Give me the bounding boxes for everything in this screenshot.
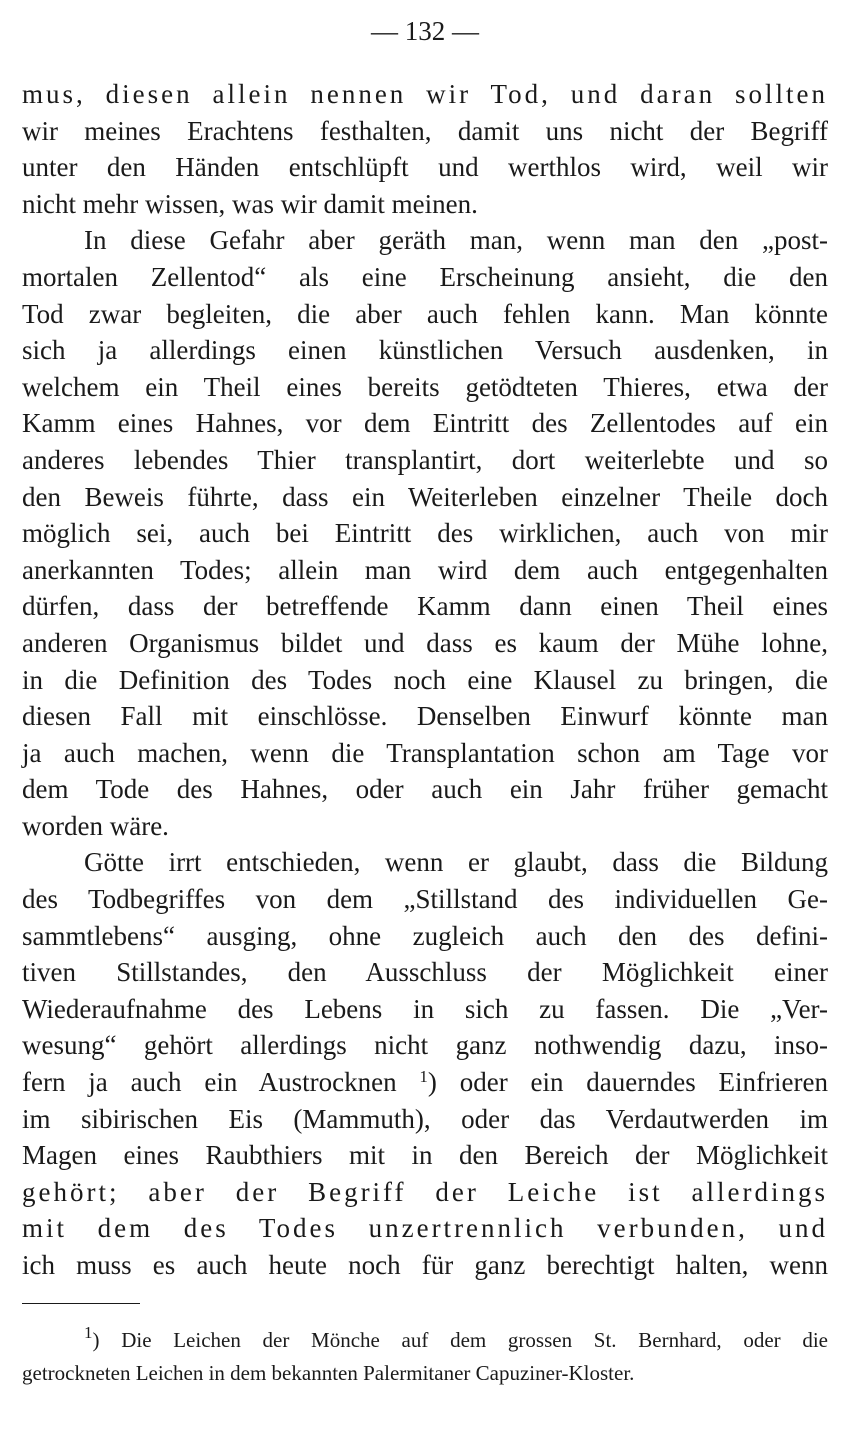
text-line: mortalen Zellentod“ als eine Erscheinung ansieht, die den bbox=[22, 261, 828, 292]
footnotes bbox=[22, 1324, 828, 1390]
text-line: mus, diesen allein nennen wir Tod, und daran sollten bbox=[22, 79, 828, 109]
footnote-mark: 1 bbox=[84, 1323, 93, 1342]
body-text bbox=[22, 76, 828, 1284]
text-line: ich muss es auch heute noch für ganz berechtigt halten, wenn bbox=[22, 1250, 828, 1280]
text-line: unter den Händen entschlüpft und werthlos wird, weil wir bbox=[22, 152, 828, 183]
text-line: dürfen, dass der betreffende Kamm dann einen Theil eines bbox=[22, 591, 828, 622]
text-line: Magen eines Raubthiers mit in den Bereich der Möglichkeit bbox=[22, 1140, 828, 1171]
text-line: in die Definition des Todes noch eine Klausel zu bringen, die bbox=[22, 664, 828, 695]
text-line: Wiederaufnahme des Lebens in sich zu fassen. Die „Ver- bbox=[22, 993, 828, 1024]
text-line: worden wäre. bbox=[22, 810, 169, 841]
footnote-text: ) Die Leichen der Mönche auf dem grossen St. Bernhard, oder die bbox=[92, 1328, 828, 1352]
text-line: Kamm eines Hahnes, vor dem Eintritt des Zellentodes auf ein bbox=[22, 408, 828, 439]
text-line: anderen Organismus bildet und dass es kaum der Mühe lohne, bbox=[22, 627, 828, 658]
text-line: sich ja allerdings einen künstlichen Versuch ausdenken, in bbox=[22, 335, 828, 366]
footnote-line bbox=[22, 1324, 828, 1357]
text-line: wesung“ gehört allerdings nicht ganz nothwendig dazu, inso- bbox=[22, 1030, 828, 1061]
text-line: ja auch machen, wenn die Transplantation schon am Tage vor bbox=[22, 737, 828, 768]
text-line: des Todbegriffes von dem „Stillstand des individuellen Ge- bbox=[22, 884, 828, 915]
text-line-with-footnote-ref bbox=[22, 1064, 828, 1101]
footnote-divider bbox=[22, 1303, 140, 1304]
text-fragment: ) oder ein dauerndes Einfrieren bbox=[427, 1067, 828, 1098]
text-line: wir meines Erachtens festhalten, damit uns nicht der Begriff bbox=[22, 115, 828, 146]
text-line: mit dem des Todes unzertrennlich verbunden, und bbox=[22, 1213, 828, 1244]
text-line: anerkannten Todes; allein man wird dem auch entgegenhalten bbox=[22, 554, 828, 585]
text-line: anderes lebendes Thier transplantirt, dort weiterlebte und so bbox=[22, 444, 828, 475]
text-line: welchem ein Theil eines bereits getödteten Thieres, etwa der bbox=[22, 371, 828, 402]
text-line: tiven Stillstandes, den Ausschluss der Möglichkeit einer bbox=[22, 957, 828, 988]
text-line: sammtlebens“ ausging, ohne zugleich auch den des defini- bbox=[22, 920, 828, 951]
text-line: Tod zwar begleiten, die aber auch fehlen kann. Man könnte bbox=[22, 298, 828, 329]
text-line: dem Tode des Hahnes, oder auch ein Jahr früher gemacht bbox=[22, 774, 828, 805]
text-line: Götte irrt entschieden, wenn er glaubt, dass die Bildung bbox=[84, 847, 828, 878]
footnote-line: getrockneten Leichen in dem bekannten Palermitaner Capuziner-Kloster. bbox=[22, 1361, 635, 1385]
text-line: im sibirischen Eis (Mammuth), oder das Verdautwerden im bbox=[22, 1103, 828, 1134]
page-number: — 132 — bbox=[371, 16, 479, 46]
text-line: den Beweis führte, dass ein Weiterleben einzelner Theile doch bbox=[22, 481, 828, 512]
text-line: In diese Gefahr aber geräth man, wenn man den „post- bbox=[84, 225, 828, 256]
text-line: diesen Fall mit einschlösse. Denselben Einwurf könnte man bbox=[22, 701, 828, 732]
text-line: nicht mehr wissen, was wir damit meinen. bbox=[22, 188, 478, 219]
text-line: gehört; aber der Begriff der Leiche ist allerdings bbox=[22, 1176, 828, 1207]
text-fragment: fern ja auch ein Austrocknen bbox=[22, 1067, 420, 1098]
footnote-ref: 1 bbox=[419, 1067, 428, 1087]
text-line: möglich sei, auch bei Eintritt des wirklichen, auch von mir bbox=[22, 518, 828, 549]
